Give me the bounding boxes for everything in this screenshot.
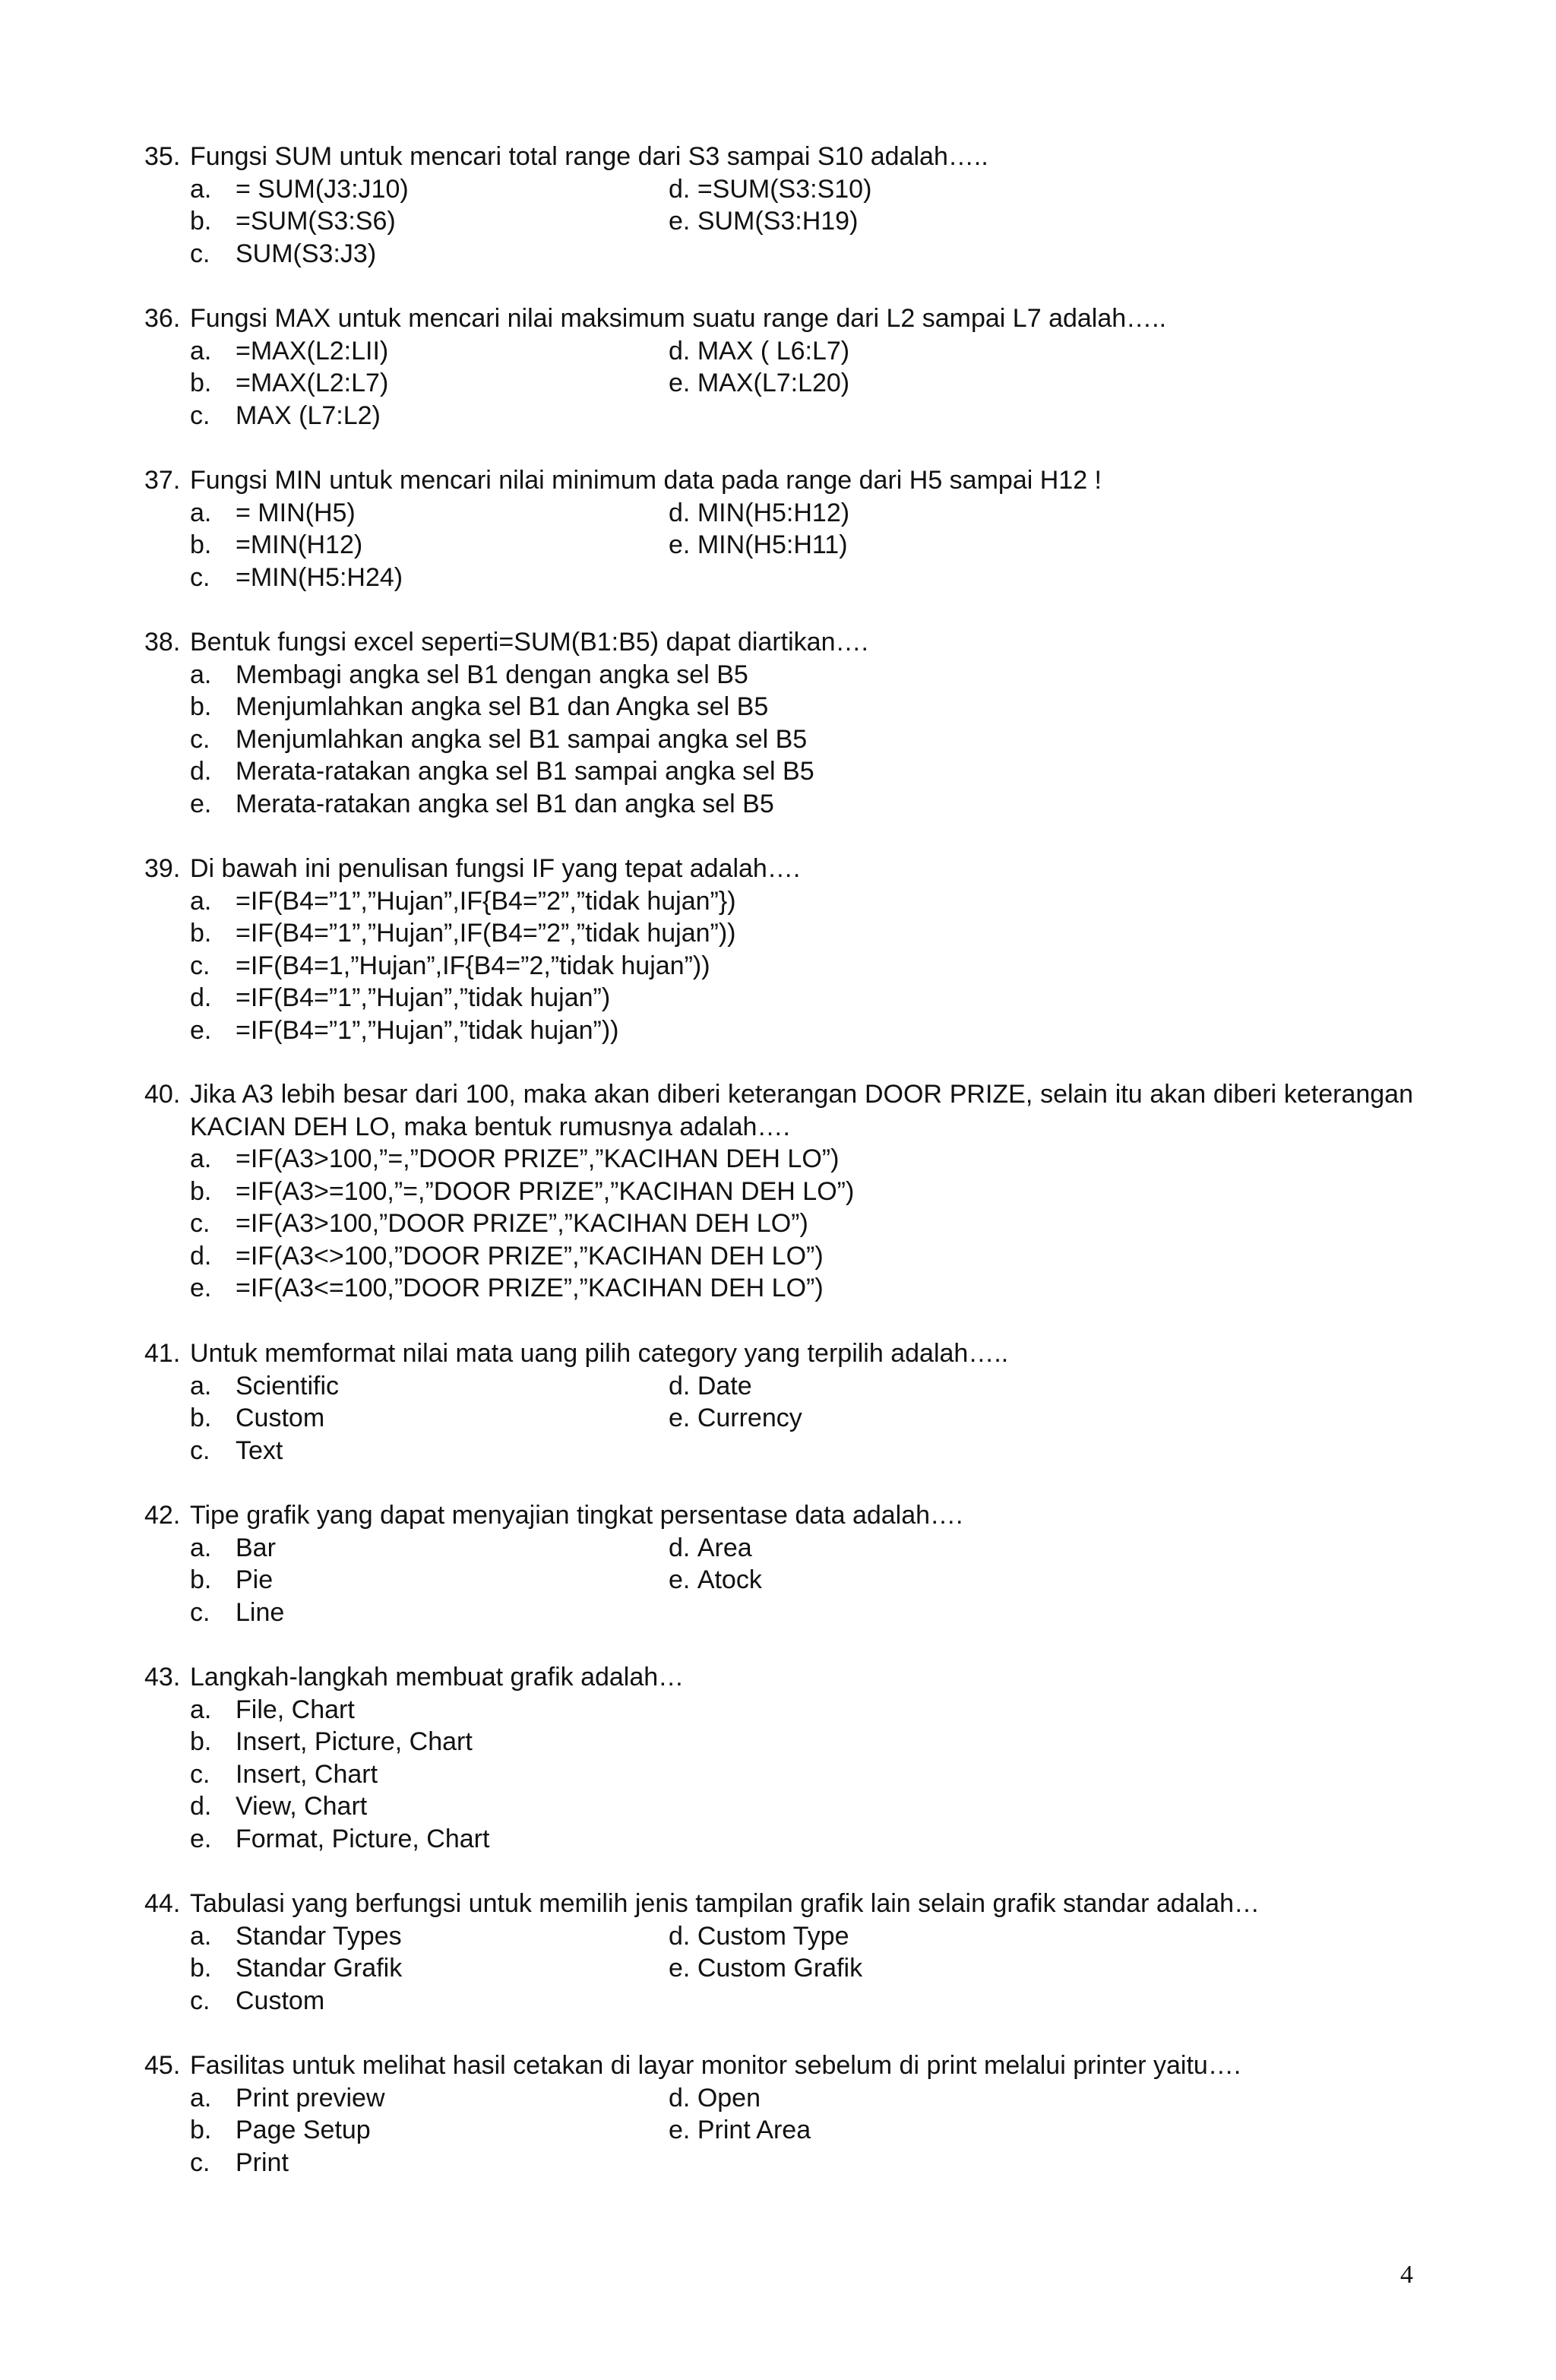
question-text: Fungsi MAX untuk mencari nilai maksimum suatu range dari L2 sampai L7 adalah…..: [190, 304, 1167, 333]
option-e: e. Merata-ratakan angka sel B1 dan angka sel B5: [190, 789, 774, 818]
question-text: Fasilitas untuk melihat hasil cetakan di layar monitor sebelum di print melalui printer yaitu….: [190, 2051, 1241, 2080]
option-a: a. =MAX(L2:LII): [190, 336, 389, 366]
question-number: 40.: [144, 1080, 181, 1109]
option-a: a. Standar Types: [190, 1921, 402, 1951]
option-b: b. Menjumlahkan angka sel B1 dan Angka sel B5: [190, 692, 769, 721]
question-number: 36.: [144, 304, 181, 333]
option-e: e. Custom Grafik: [669, 1954, 863, 1983]
option-d: d. Open: [669, 2083, 761, 2113]
question-44: [144, 1888, 1413, 2017]
option-e: e. MAX(L7:L20): [669, 369, 850, 397]
option-a: a. Bar: [190, 1533, 276, 1562]
question-38: [144, 626, 1413, 820]
question-number: 35.: [144, 142, 181, 171]
question-number: 41.: [144, 1339, 181, 1368]
option-d: d. =IF(A3<>100,”DOOR PRIZE”,”KACIHAN DEH LO”): [190, 1241, 824, 1271]
option-c: c. Text: [190, 1435, 283, 1465]
option-b: b. Insert, Picture, Chart: [190, 1727, 473, 1756]
option-a: a. Print preview: [190, 2083, 385, 2113]
question-39: [144, 853, 1413, 1046]
option-d: d. View, Chart: [190, 1792, 368, 1821]
question-number: 38.: [144, 628, 181, 657]
option-c: c. SUM(S3:J3): [190, 239, 377, 268]
question-text: Fungsi SUM untuk mencari total range dari S3 sampai S10 adalah…..: [190, 142, 988, 171]
question-text: Tipe grafik yang dapat menyajian tingkat persentase data adalah….: [190, 1501, 963, 1530]
question-43: [144, 1661, 1413, 1855]
option-d: d. =IF(B4=”1”,”Hujan”,”tidak hujan”): [190, 983, 611, 1012]
option-e: e. Format, Picture, Chart: [190, 1824, 490, 1853]
question-text: Langkah-langkah membuat grafik adalah…: [190, 1663, 685, 1692]
question-42: [144, 1499, 1413, 1628]
question-text: Di bawah ini penulisan fungsi IF yang tepat adalah….: [190, 854, 801, 883]
option-d: d. Merata-ratakan angka sel B1 sampai angka sel B5: [190, 757, 814, 786]
question-35: [144, 141, 1413, 270]
question-text: Bentuk fungsi excel seperti=SUM(B1:B5) dapat diartikan….: [190, 628, 868, 657]
option-e: e. MIN(H5:H11): [669, 530, 848, 559]
option-c: c. =MIN(H5:H24): [190, 562, 403, 592]
option-e: e. Currency: [669, 1404, 802, 1432]
question-text: Fungsi MIN untuk mencari nilai minimum data pada range dari H5 sampai H12 !: [190, 466, 1102, 495]
option-c: c. MAX (L7:L2): [190, 400, 381, 430]
option-e: e. =IF(A3<=100,”DOOR PRIZE”,”KACIHAN DEH LO”): [190, 1274, 824, 1302]
option-b: b. =MIN(H12): [190, 530, 363, 559]
option-c: c. Menjumlahkan angka sel B1 sampai angka sel B5: [190, 724, 808, 754]
option-a: a. = MIN(H5): [190, 498, 356, 527]
question-40: [144, 1078, 1413, 1305]
option-c: c. Insert, Chart: [190, 1759, 378, 1789]
option-d: d. Area: [669, 1533, 752, 1562]
option-b: b. Custom: [190, 1404, 325, 1432]
question-36: [144, 302, 1413, 432]
option-e: e. =IF(B4=”1”,”Hujan”,”tidak hujan”)): [190, 1015, 619, 1045]
question-41: [144, 1337, 1413, 1467]
option-b: b. =IF(B4=”1”,”Hujan”,IF(B4=”2”,”tidak hujan”)): [190, 919, 736, 948]
option-b: b. Standar Grafik: [190, 1954, 403, 1983]
question-text: Untuk memformat nilai mata uang pilih category yang terpilih adalah…..: [190, 1339, 1009, 1368]
question-number: 42.: [144, 1501, 181, 1530]
option-c: c. Print: [190, 2147, 289, 2177]
option-c: c. =IF(A3>100,”DOOR PRIZE”,”KACIHAN DEH LO”): [190, 1209, 808, 1238]
question-text: Jika A3 lebih besar dari 100, maka akan diberi keterangan DOOR PRIZE, selain itu akan diberi keterangan KACIAN DEH LO, maka bentuk rumusnya adalah….: [190, 1080, 1413, 1141]
option-c: c. =IF(B4=1,”Hujan”,IF{B4=”2,”tidak hujan”)): [190, 951, 710, 980]
option-b: b. =IF(A3>=100,”=,”DOOR PRIZE”,”KACIHAN DEH LO”): [190, 1176, 855, 1206]
option-d: d. MIN(H5:H12): [669, 498, 850, 527]
page-number: 4: [1400, 2261, 1413, 2289]
option-a: a. =IF(A3>100,”=,”DOOR PRIZE”,”KACIHAN DEH LO”): [190, 1144, 840, 1173]
option-b: b. Page Setup: [190, 2116, 371, 2144]
question-number: 44.: [144, 1889, 181, 1918]
option-a: a. =IF(B4=”1”,”Hujan”,IF{B4=”2”,”tidak hujan”}): [190, 886, 736, 916]
option-a: a. Membagi angka sel B1 dengan angka sel B5: [190, 660, 748, 689]
option-b: b. =MAX(L2:L7): [190, 369, 389, 397]
question-number: 39.: [144, 854, 181, 883]
option-a: a. Scientific: [190, 1371, 340, 1400]
option-e: e. Atock: [669, 1565, 762, 1594]
option-d: d. MAX ( L6:L7): [669, 336, 850, 366]
option-b: b. =SUM(S3:S6): [190, 207, 396, 236]
option-a: a. File, Chart: [190, 1695, 355, 1724]
option-b: b. Pie: [190, 1565, 274, 1594]
option-e: e. SUM(S3:H19): [669, 207, 859, 236]
option-e: e. Print Area: [669, 2116, 811, 2144]
question-37: [144, 464, 1413, 593]
option-c: c. Line: [190, 1597, 285, 1627]
question-text: Tabulasi yang berfungsi untuk memilih jenis tampilan grafik lain selain grafik standar adalah…: [190, 1889, 1260, 1918]
question-45: [144, 2049, 1413, 2179]
question-number: 45.: [144, 2051, 181, 2080]
option-c: c. Custom: [190, 1986, 325, 2015]
option-d: d. Custom Type: [669, 1921, 849, 1951]
option-d: d. =SUM(S3:S10): [669, 174, 872, 204]
question-number: 43.: [144, 1663, 181, 1692]
option-d: d. Date: [669, 1371, 752, 1400]
question-number: 37.: [144, 466, 181, 495]
option-a: a. = SUM(J3:J10): [190, 174, 409, 204]
